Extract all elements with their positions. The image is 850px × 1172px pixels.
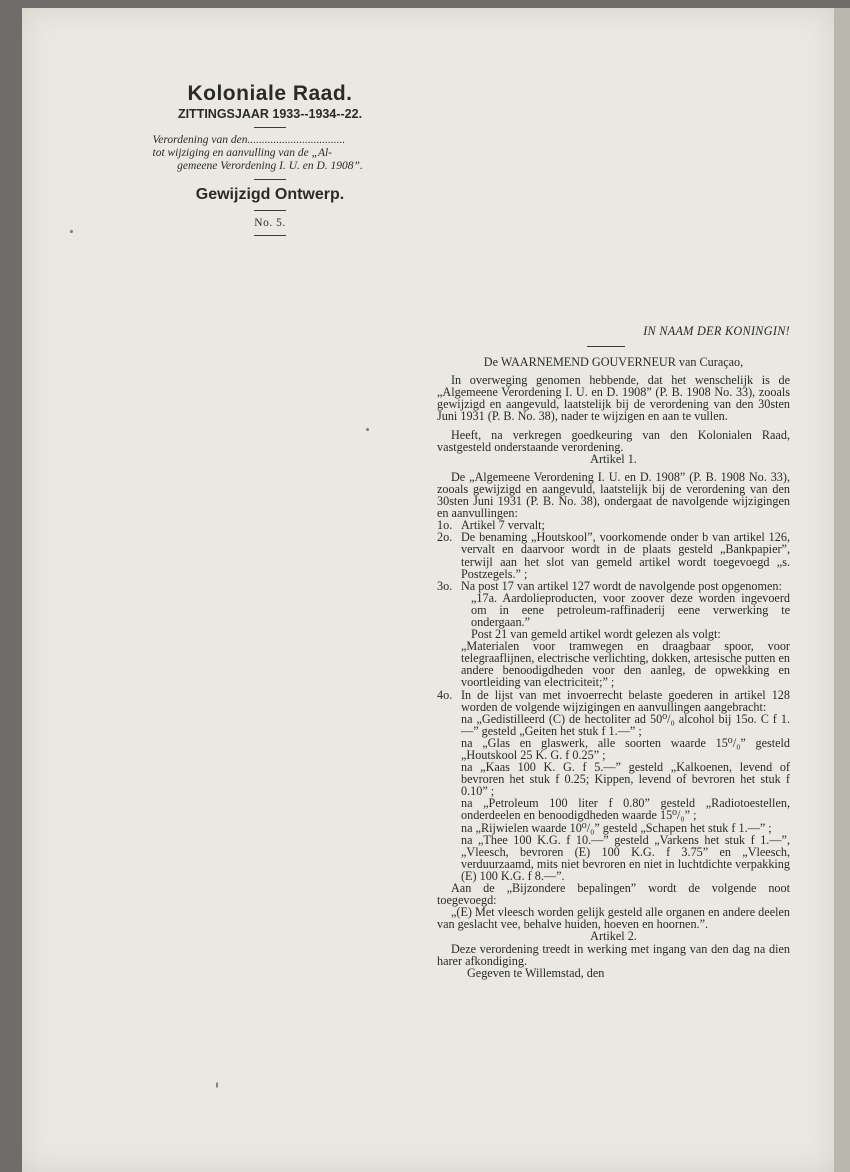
ordinance-line: Verordening van den.................................. — [152, 134, 346, 146]
item-number: 3o. — [437, 578, 453, 593]
post-21-quote: „Materialen voor tramwegen en draagbaar spoor, voor telegraaflijnen, electrische verlichting, dokken, artesische putten en andere benoodigdheden voor den aanleg, de opwekking en voortleiding van electriciteit;” ; — [461, 639, 790, 690]
preamble: In overweging genomen hebbende, dat het wenschelijk is de „Algemeene Verordening I. U. en D. 1908” (P. B. 1908 No. 33), zooals gewijzigd en aangevuld, laatstelijk bij de verordening van den 30sten Juni 1931 (P. B. No. 38), nader te wijzigen en aan te vullen. — [437, 373, 790, 424]
bijzondere-intro: Aan de „Bijzondere bepalingen” wordt de volgende noot toegevoegd: — [437, 881, 790, 908]
item-number: 1o. — [437, 518, 453, 533]
list-item — [437, 689, 790, 713]
tariff-change: na „Glas en glaswerk, alle soorten waarde 15⁰/₀” gesteld „Houtskool 25 K. G. f 0.25” ; — [461, 735, 790, 762]
bijzondere-note: „(E) Met vleesch worden gelijk gesteld alle organen en andere deelen van geslacht vee, behalve huiden, hoeven en hoornen.”. — [437, 905, 790, 932]
document-number: No. 5. — [254, 217, 286, 229]
article-2-text: Deze verordening treedt in werking met ingang van den dag na dien harer afkondiging. — [437, 941, 790, 968]
tariff-change: na „Kaas 100 K. G. f 5.—” gesteld „Kalkoenen, levend of bevroren het stuk f 0.25; Kippen, levend of bevroren het stuk f 0.10” ; — [461, 760, 790, 799]
session-year: ZITTINGSJAAR 1933--1934--22. — [177, 107, 363, 121]
article-1-intro: De „Algemeene Verordening I. U. en D. 1908” (P. B. 1908 No. 33), zooals gewijzigd en aangevuld, laatstelijk bij de verordening van den 30sten Juni 1931 (P. B. No. 38), ondergaat de navolgende wijzigingen en aanvullingen: — [437, 469, 790, 521]
paper-speck — [70, 230, 73, 233]
tariff-change: na „Gedistilleerd (C) de hectoliter ad 50⁰/₀ alcohol bij 15o. C f 1.—” gesteld „Geiten het stuk f 1.—” ; — [461, 711, 790, 738]
enactment: Heeft, na verkregen goedkeuring van den Kolonialen Raad, vastgesteld onderstaande verordening. — [437, 427, 790, 454]
ordinance-description — [153, 134, 388, 173]
divider — [254, 235, 286, 236]
item-text: Na post 17 van artikel 127 wordt de navolgende post opgenomen: — [461, 578, 782, 593]
article-1-heading: Artikel 1. — [590, 451, 637, 466]
list-item — [437, 580, 790, 592]
document-header — [140, 82, 400, 242]
ordinance-body — [437, 325, 790, 979]
article-2-heading: Artikel 2. — [590, 929, 637, 944]
paper-speck — [216, 1082, 218, 1088]
governor-line: De WAARNEMEND GOUVERNEUR van Curaçao, — [483, 355, 744, 370]
item-text: Artikel 7 vervalt; — [461, 518, 545, 533]
divider — [587, 346, 625, 347]
ordinance-line: tot wijziging en aanvulling van de „Al- — [152, 147, 333, 159]
tariff-change: na „Thee 100 K.G. f 10.—” gesteld „Varkens het stuk f 1.—”, „Vleesch, bevroren (E) 100 K.G. f 3.75” en „Vleesch, verduurzaamd, mits niet bevroren en niet in luchtdichte verpakking (E) 100 K.G. f 8.—”. — [461, 832, 790, 883]
scan-edge — [834, 8, 850, 1172]
item-text: In de lijst van met invoerrecht belaste goederen in artikel 128 worden de volgende wijzigingen en aanvullingen aangebracht: — [461, 687, 790, 714]
document-subtitle: Gewijzigd Ontwerp. — [195, 186, 345, 203]
paper-speck — [366, 428, 369, 431]
post-17a-quote: „17a. Aardolieproducten, voor zoover deze worden ingevoerd om in eene petroleum-raffinaderij eene verwerking te ondergaan.” — [471, 590, 790, 629]
list-item — [437, 531, 790, 579]
given-at: Gegeven te Willemstad, den — [467, 965, 605, 980]
tariff-change: na „Petroleum 100 liter f 0.80” gesteld „Radiotoestellen, onderdeelen en benoodigdheden waarde 15⁰/₀” ; — [461, 796, 790, 823]
item-text: De benaming „Houtskool”, voorkomende onder b van artikel 126, vervalt en daarvoor wordt in de plaats gesteld „Bankpapier”, terwijl aan het slot van gemeld artikel wordt toegevoegd „s. Postzegels.” ; — [461, 530, 790, 581]
council-title: Koloniale Raad. — [187, 82, 353, 105]
divider — [254, 127, 286, 128]
item-number: 4o. — [437, 687, 453, 702]
divider — [254, 210, 286, 211]
item-number: 2o. — [437, 530, 453, 545]
tariff-change: na „Rijwielen waarde 10⁰/₀” gesteld „Schapen het stuk f 1.—” ; — [461, 820, 772, 835]
post-21-intro: Post 21 van gemeld artikel wordt gelezen als volgt: — [471, 627, 721, 642]
ordinance-line: gemeene Verordening I. U. en D. 1908”. — [177, 160, 363, 172]
divider — [254, 179, 286, 180]
motto: IN NAAM DER KONINGIN! — [643, 324, 790, 338]
